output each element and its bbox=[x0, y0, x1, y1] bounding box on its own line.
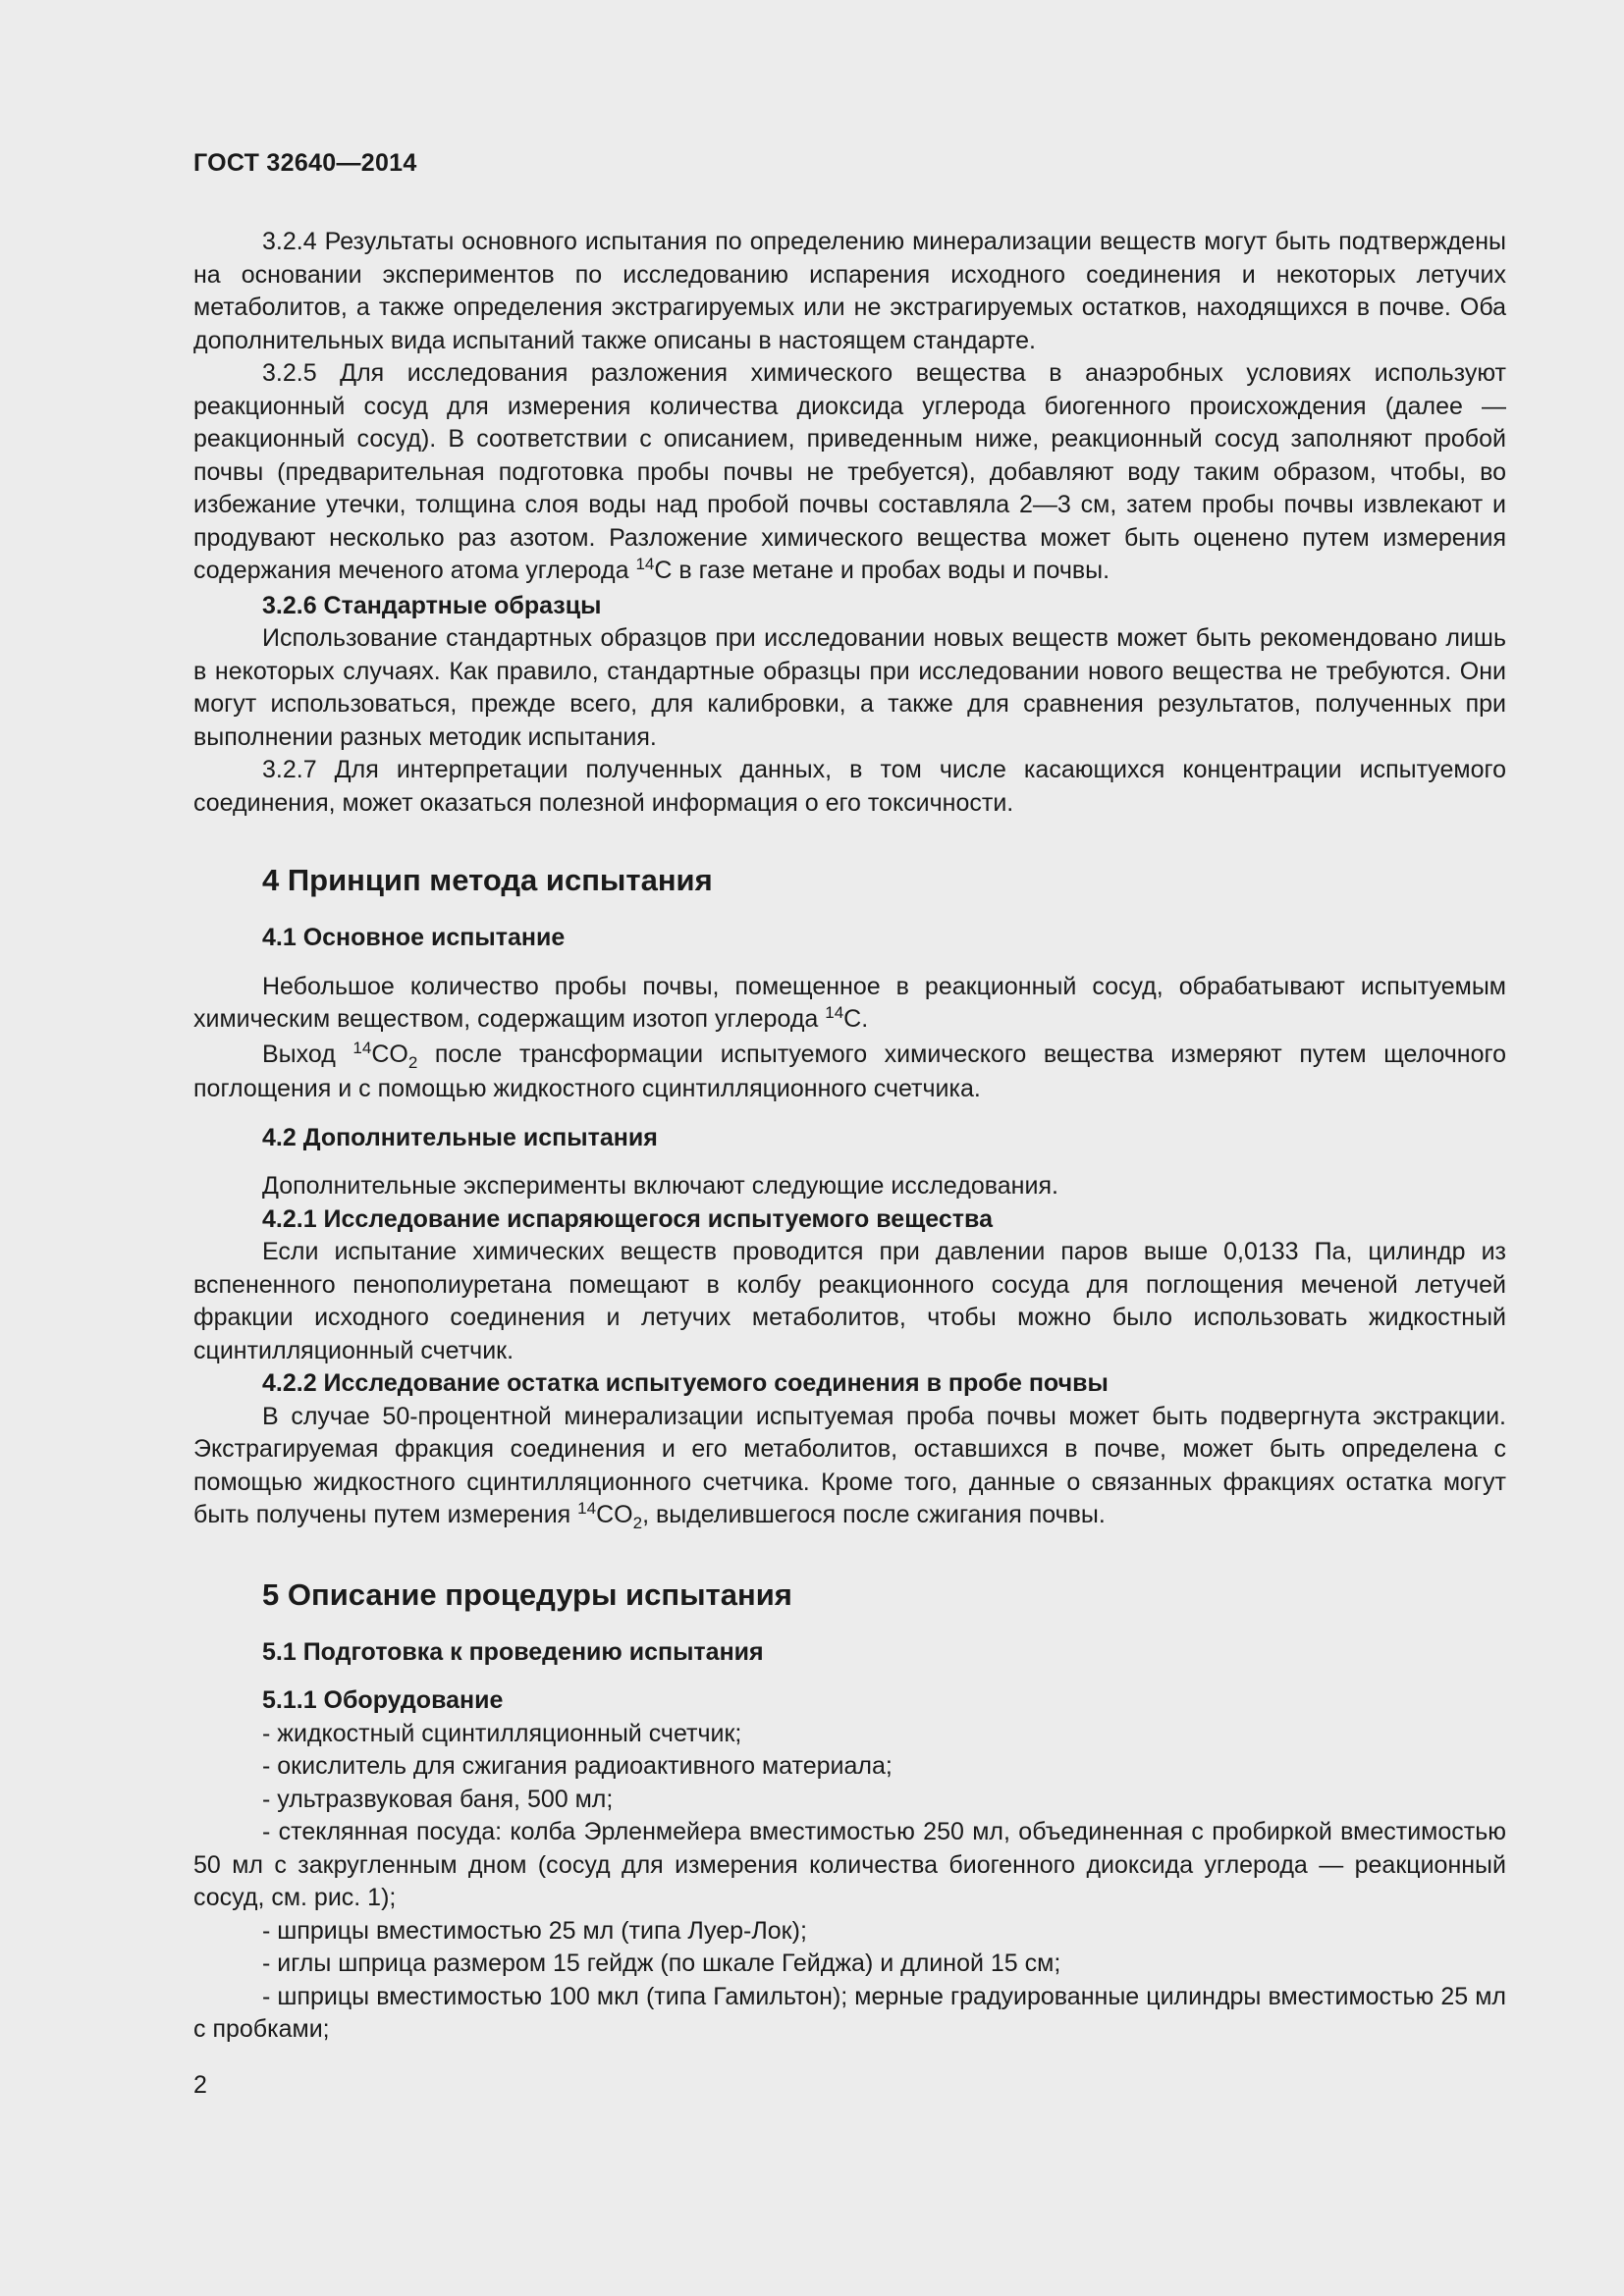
list-item: - шприцы вместимостью 25 мл (типа Луер-Лок); bbox=[262, 1916, 807, 1945]
section-5-1-title: 5.1 Подготовка к проведению испытания bbox=[262, 1637, 764, 1666]
heading-3-2-6: 3.2.6 Стандартные образцы bbox=[262, 591, 602, 619]
paragraph-4-2-1: Если испытание химических веществ проводится при давлении паров выше 0,0133 Па, цилиндр из вспененного пенополиуретана помещают в колбу реакционного сосуда для поглощения меченой летучей фракции исходного соединения и летучих метаболитов, чтобы можно было использовать жидкостный сцинтилляционный счетчик. bbox=[193, 1238, 1506, 1364]
paragraph-4-1-b: Выход $^{14}CO_2$ после трансформации испытуемого химического вещества измеряют путем щелочного поглощения и с помощью жидкостного сцинтилляционного счетчика. bbox=[193, 1038, 1506, 1102]
section-4-1-title: 4.1 Основное испытание bbox=[262, 924, 566, 951]
heading-5-1-1: 5.1.1 Оборудование bbox=[262, 1686, 504, 1714]
paragraph-3-2-5: 3.2.5 Для исследования разложения химического вещества в анаэробных условиях используют реакционный сосуд для измерения количества диоксида углерода биогенного происхождения (далее — реакционный сосуд). В соответствии с описанием, приведенным ниже, реакционный сосуд заполняют пробой почвы (предварительная подготовка пробы почвы не требуется), добавляют воду таким образом, чтобы, во избежание утечки, толщина слоя воды над пробой почвы составляла 2—3 см, затем пробы почвы извлекают и продувают несколько раз азотом. Разложение химического вещества может быть оценено путем измерения содержания меченого атома углерода $^{14}$С в газе метане и пробах воды и почвы. bbox=[193, 359, 1506, 584]
list-item: - стеклянная посуда: колба Эрленмейера вместимостью 250 мл, объединенная с пробиркой вместимостью 50 мл с закругленным дном (сосуд для измерения количества биогенного диоксида углерода — реакционный сосуд, см. рис. 1); bbox=[193, 1818, 1506, 1911]
heading-4-2-2: 4.2.2 Исследование остатка испытуемого соединения в пробе почвы bbox=[262, 1369, 1109, 1397]
heading-4-2-1: 4.2.1 Исследование испаряющегося испытуемого вещества bbox=[262, 1204, 993, 1233]
list-item: - ультразвуковая баня, 500 мл; bbox=[262, 1785, 614, 1813]
document-header: ГОСТ 32640—2014 bbox=[193, 149, 417, 177]
section-5-title: 5 Описание процедуры испытания bbox=[262, 1576, 792, 1612]
section-4-2-title: 4.2 Дополнительные испытания bbox=[262, 1123, 658, 1151]
paragraph-4-2: Дополнительные эксперименты включают следующие исследования. bbox=[262, 1172, 1058, 1200]
paragraph-3-2-7: 3.2.7 Для интерпретации полученных данных, в том числе касающихся концентрации испытуемого соединения, может оказаться полезной информация о его токсичности. bbox=[193, 756, 1506, 817]
page-number: 2 bbox=[193, 2071, 207, 2099]
section-4-title: 4 Принцип метода испытания bbox=[262, 863, 713, 897]
paragraph-4-2-2: В случае 50-процентной минерализации испытуемая проба почвы может быть подвергнута экстракции. Экстрагируемая фракция соединения и его метаболитов, оставшихся в почве, может быть определена с помощью жидкостного сцинтилляционного счетчика. Кроме того, данные о связанных фракциях остатка могут быть получены путем измерения $^{14}CO_2$, выделившегося после сжигания почвы. bbox=[193, 1402, 1506, 1532]
paragraph-3-2-6: Использование стандартных образцов при исследовании новых веществ может быть рекомендовано лишь в некоторых случаях. Как правило, стандартные образцы при исследовании нового вещества не требуются. Они могут использоваться, прежде всего, для калибровки, а также для сравнения результатов, полученных при выполнении разных методик испытания. bbox=[193, 624, 1506, 751]
paragraph-3-2-4: 3.2.4 Результаты основного испытания по определению минерализации веществ могут быть подтверждены на основании экспериментов по исследованию испарения исходного соединения и некоторых летучих метаболитов, а также определения экстрагируемых или не экстрагируемых остатков, находящихся в почве. Оба дополнительных вида испытаний также описаны в настоящем стандарте. bbox=[193, 228, 1506, 354]
document-body bbox=[193, 226, 1506, 2047]
list-item: - жидкостный сцинтилляционный счетчик; bbox=[262, 1719, 742, 1747]
list-item: - окислитель для сжигания радиоактивного материала; bbox=[262, 1752, 893, 1780]
list-item: - иглы шприца размером 15 гейдж (по шкале Гейджа) и длиной 15 см; bbox=[262, 1949, 1061, 1977]
list-item: - шприцы вместимостью 100 мкл (типа Гамильтон); мерные градуированные цилиндры вместимостью 25 мл с пробками; bbox=[193, 1982, 1506, 2043]
paragraph-4-1-a: Небольшое количество пробы почвы, помещенное в реакционный сосуд, обрабатывают испытуемым химическим веществом, содержащим изотоп углерода $^{14}$С. bbox=[193, 972, 1506, 1033]
